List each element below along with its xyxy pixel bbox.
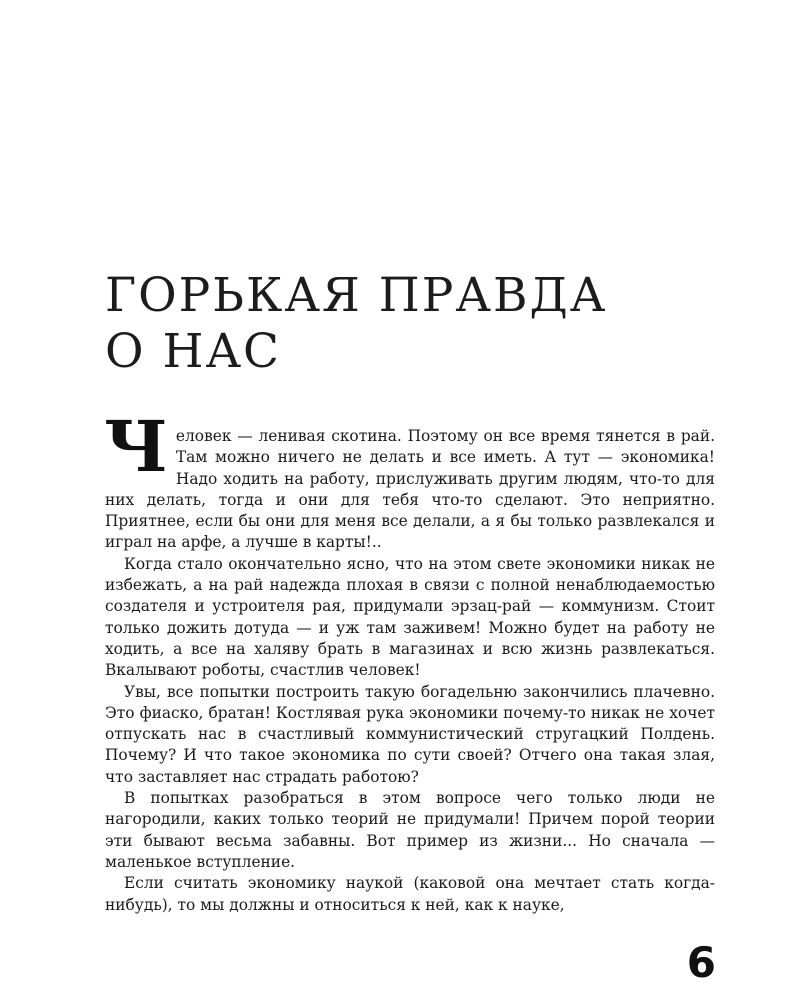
chapter-title-line-1: ГОРЬКАЯ ПРАВДА	[105, 268, 608, 323]
page-number: 6	[686, 938, 716, 987]
chapter-title-line-2: О НАС	[105, 324, 282, 379]
body-text	[104, 405, 715, 916]
paragraph-2: Когда стало окончательно ясно, что на этом свете экономики никак не избежать, а на рай надежда плохая в связи с полной ненаблюдаемостью создателя и устроителя рая, придумали эрзац-рай — коммунизм. Стоит только дожить дотуда — и уж там заживем! Можно будет на работу не ходить, а все на халяву брать в магазинах и всю жизнь развлекаться. Вкалывают роботы, счастлив человек!	[105, 554, 715, 680]
paragraph-1	[104, 405, 715, 554]
paragraph-3: Увы, все попытки построить такую богадельню закончились плачевно. Это фиаско, братан! Костлявая рука экономики почему-то никак не хочет отпускать нас в счастливый коммунистический стругацкий Полдень. Почему? И что такое экономика по сути своей? Отчего она такая злая, что заставляет нас страдать работою?	[105, 682, 715, 786]
drop-cap: Ч	[104, 405, 168, 488]
chapter-title	[105, 268, 607, 380]
paragraph-4: В попытках разобраться в этом вопросе чего только люди не нагородили, каких только теорий не придумали! Причем порой теории эти бывают весьма забавны. Вот пример из жизни... Но сначала — маленькое вступление.	[105, 789, 715, 871]
paragraph-1-text: еловек — ленивая скотина. Поэтому он все время тянется в рай. Там можно ничего не делать и все иметь. А тут — экономика! Надо ходить на работу, прислуживать другим людям, что-то для них делать, тогда и они для тебя что-то сделают. Это неприятно. Приятнее, если бы они для меня все делали, а я бы только развлекался и играл на арфе, а лучше в карты!..	[105, 427, 715, 552]
paragraph-5: Если считать экономику наукой (каковой она мечтает стать когда-нибудь), то мы должны и относиться к ней, как к науке,	[105, 874, 715, 914]
